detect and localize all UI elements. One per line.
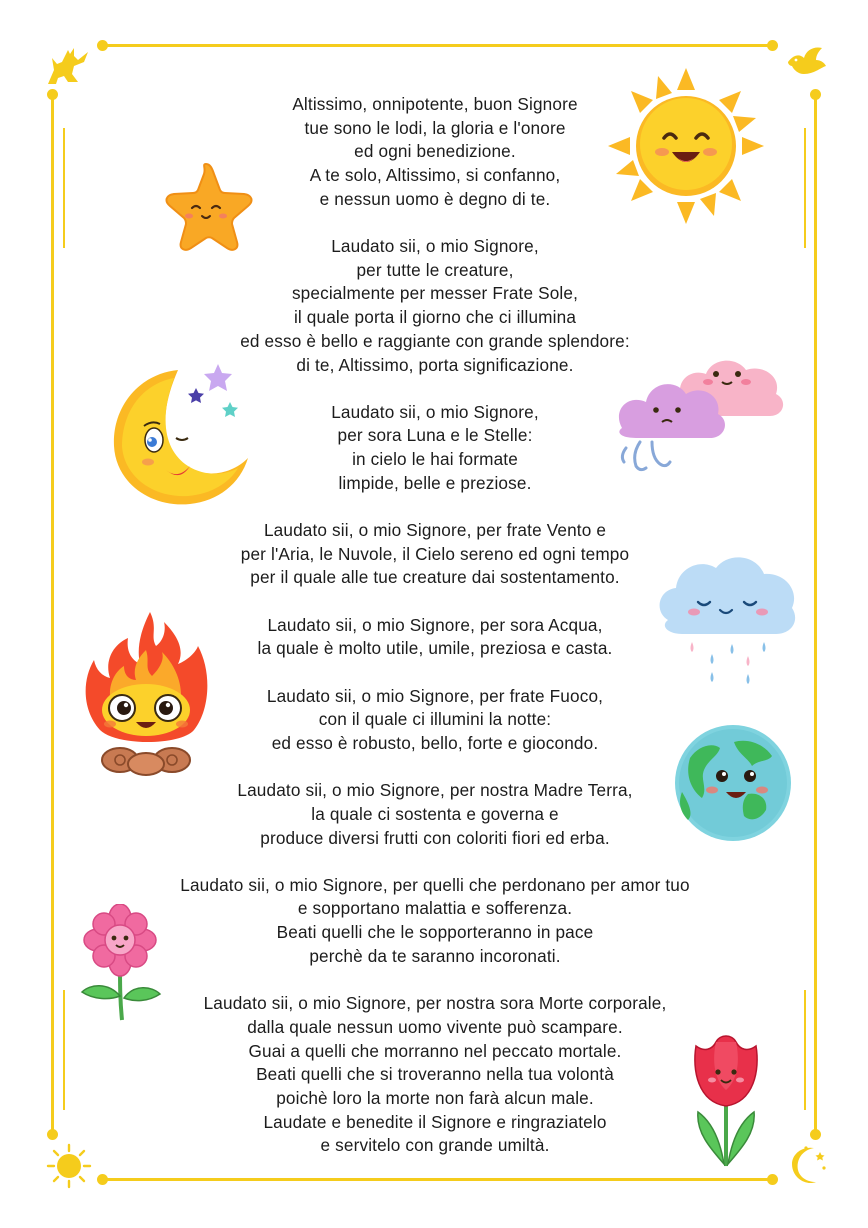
stanza-8 — [100, 874, 770, 969]
frame-dot — [97, 40, 108, 51]
poem-line: Guai a quelli che morranno nel peccato mortale. — [248, 1040, 622, 1061]
poem-line: e sopportano malattia e sofferenza. — [297, 898, 573, 919]
poem-line: Laudato sii, o mio Signore, per frate Fuoco, — [266, 685, 604, 706]
poem-line: perchè da te saranno incoronati. — [309, 945, 561, 966]
poem-line: dalla quale nessun uomo vivente può scampare. — [247, 1016, 623, 1037]
fire-character — [80, 610, 214, 776]
poem-line: Laudato sii, o mio Signore, per quelli che perdonano per amor tuo — [180, 874, 690, 895]
frame-inner-right-line — [804, 128, 806, 248]
poem-line: Laudato sii, o mio Signore, — [331, 401, 539, 422]
frame-inner-left-line — [63, 128, 65, 248]
dove-icon — [786, 44, 828, 80]
poem-line: Altissimo, onnipotente, buon Signore — [292, 94, 578, 114]
wolf-icon — [44, 44, 94, 86]
frame-inner-right-line-bottom — [804, 990, 806, 1110]
poem-line: la quale è molto utile, umile, preziosa e casta. — [257, 638, 613, 659]
poem-line: e servitelo con grande umiltà. — [320, 1135, 550, 1156]
poem-line: il quale porta il giorno che ci illumina — [293, 307, 577, 328]
moon-icon — [786, 1142, 830, 1186]
frame-dot — [47, 89, 58, 100]
poem-line: Laudato sii, o mio Signore, per sora Acqua, — [267, 614, 603, 635]
moon-character — [108, 358, 258, 510]
stanza-9 — [100, 992, 770, 1158]
poem-line: A te solo, Altissimo, si confanno, — [309, 165, 561, 186]
poem-line: con il quale ci illumini la notte: — [318, 709, 552, 730]
poem-line: Beati quelli che si troveranno nella tua volontà — [256, 1064, 614, 1085]
frame-dot — [810, 89, 821, 100]
frame-dot — [810, 1129, 821, 1140]
poem-line: la quale ci sostenta e governa e — [311, 803, 559, 824]
poem-line: Laudato sii, o mio Signore, per nostra Madre Terra, — [237, 780, 633, 801]
star-character — [156, 160, 256, 252]
frame-top-line — [103, 44, 773, 47]
poem-line: Beati quelli che le sopporteranno in pace — [276, 922, 594, 943]
poem-line: ed ogni benedizione. — [354, 141, 516, 162]
pink-flower-character — [76, 904, 166, 1024]
earth-character — [668, 722, 798, 844]
poem-line: limpide, belle e preziose. — [338, 472, 532, 493]
poem-line: ed esso è robusto, bello, forte e giocondo. — [271, 732, 599, 753]
poem-line: per sora Luna e le Stelle: — [337, 425, 533, 446]
poem-line: ed esso è bello e raggiante con grande splendore: — [240, 330, 630, 351]
poem-line: specialmente per messer Frate Sole, — [291, 283, 579, 304]
frame-inner-left-line-bottom — [63, 990, 65, 1110]
poem-line: Laudate e benedite il Signore e ringraziatelo — [263, 1111, 607, 1132]
frame-dot — [767, 40, 778, 51]
poem-line: per l'Aria, le Nuvole, il Cielo sereno ed ogni tempo — [240, 543, 630, 564]
sun-icon — [46, 1143, 92, 1189]
poem-line: di te, Altissimo, porta significazione. — [296, 354, 574, 375]
sun-character — [606, 66, 766, 226]
red-tulip-character — [686, 1030, 766, 1168]
poem-line: per tutte le creature, — [356, 259, 514, 280]
poem-line: per il quale alle tue creature dai sostentamento. — [250, 567, 620, 588]
frame-dot — [47, 1129, 58, 1140]
poem-line: in cielo le hai formate — [352, 449, 518, 470]
poem-line: e nessun uomo è degno di te. — [319, 188, 551, 209]
rain-cloud-character — [652, 546, 802, 690]
poem-line: poichè loro la morte non farà alcun male. — [276, 1087, 594, 1108]
poem-line: Laudato sii, o mio Signore, — [331, 236, 539, 257]
poem-line: tue sono le lodi, la gloria e l'onore — [304, 117, 566, 138]
poem-line: Laudato sii, o mio Signore, per nostra sora Morte corporale, — [203, 993, 667, 1014]
poem-line: produce diversi frutti con coloriti fiori ed erba. — [260, 827, 610, 848]
poem-line: Laudato sii, o mio Signore, per frate Vento e — [263, 520, 607, 541]
frame-right-line — [814, 93, 817, 1133]
frame-left-line — [51, 93, 54, 1133]
wind-clouds-character — [612, 330, 788, 486]
